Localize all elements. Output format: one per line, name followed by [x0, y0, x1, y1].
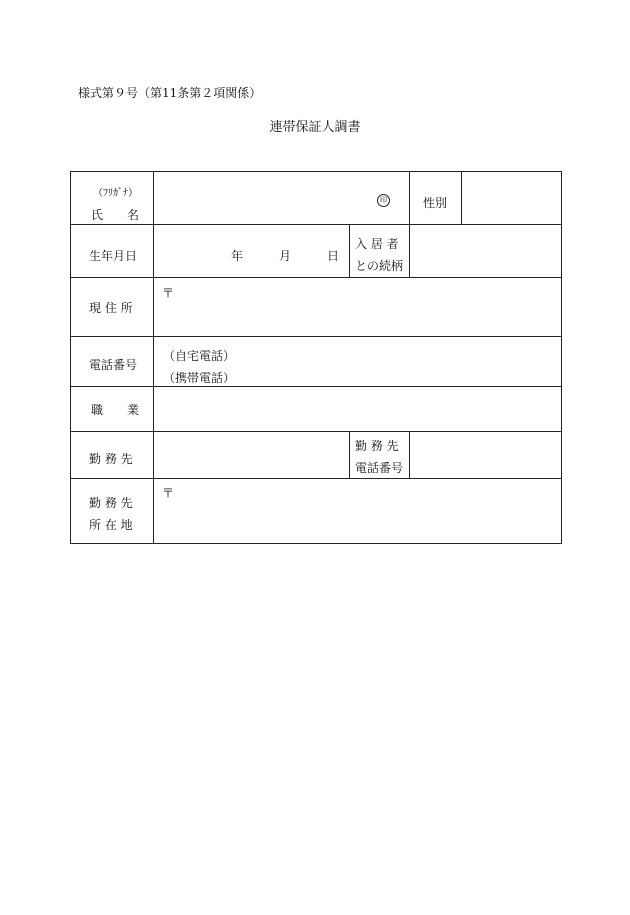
furigana-label: （ﾌﾘｶﾞﾅ） [93, 188, 138, 199]
workplace-label: 勤 務 先 [89, 452, 133, 466]
column-divider [349, 431, 350, 478]
day-unit: 日 [327, 249, 340, 263]
guarantor-form-table [70, 171, 562, 544]
seal-mark: 印 [377, 194, 390, 207]
name-label: 氏 名 [91, 208, 140, 222]
mobile-phone-label: （携帯電話） [163, 371, 236, 385]
workplace-address-label-line1: 勤 務 先 [89, 496, 133, 510]
gender-label: 性別 [423, 196, 448, 210]
row-divider [71, 431, 562, 432]
postal-mark: 〒 [162, 286, 175, 300]
relation-label-line1: 入 居 者 [355, 237, 399, 251]
column-divider [409, 224, 410, 277]
row-divider [71, 386, 562, 387]
birthdate-label: 生年月日 [89, 249, 138, 263]
document-title: 連帯保証人調書 [269, 120, 361, 135]
row-divider [71, 277, 562, 278]
workplace-phone-label-line1: 勤 務 先 [355, 439, 399, 453]
workplace-address-label-line2: 所 在 地 [89, 518, 133, 532]
column-divider [409, 431, 410, 478]
year-unit: 年 [231, 249, 244, 263]
form-number: 様式第９号（第11条第２項関係） [78, 86, 262, 100]
phone-label: 電話番号 [89, 358, 138, 372]
row-divider [71, 224, 562, 225]
postal-mark: 〒 [162, 486, 175, 500]
row-divider [71, 336, 562, 337]
home-phone-label: （自宅電話） [163, 349, 236, 363]
relation-label-line2: との続柄 [355, 259, 404, 273]
occupation-label: 職 業 [91, 403, 140, 417]
month-unit: 月 [279, 249, 292, 263]
address-label: 現 住 所 [89, 301, 133, 315]
column-divider [461, 172, 462, 224]
row-divider [71, 478, 562, 479]
column-divider [409, 172, 410, 224]
column-divider [349, 224, 350, 277]
label-column-divider [153, 172, 154, 544]
workplace-phone-label-line2: 電話番号 [355, 461, 404, 475]
